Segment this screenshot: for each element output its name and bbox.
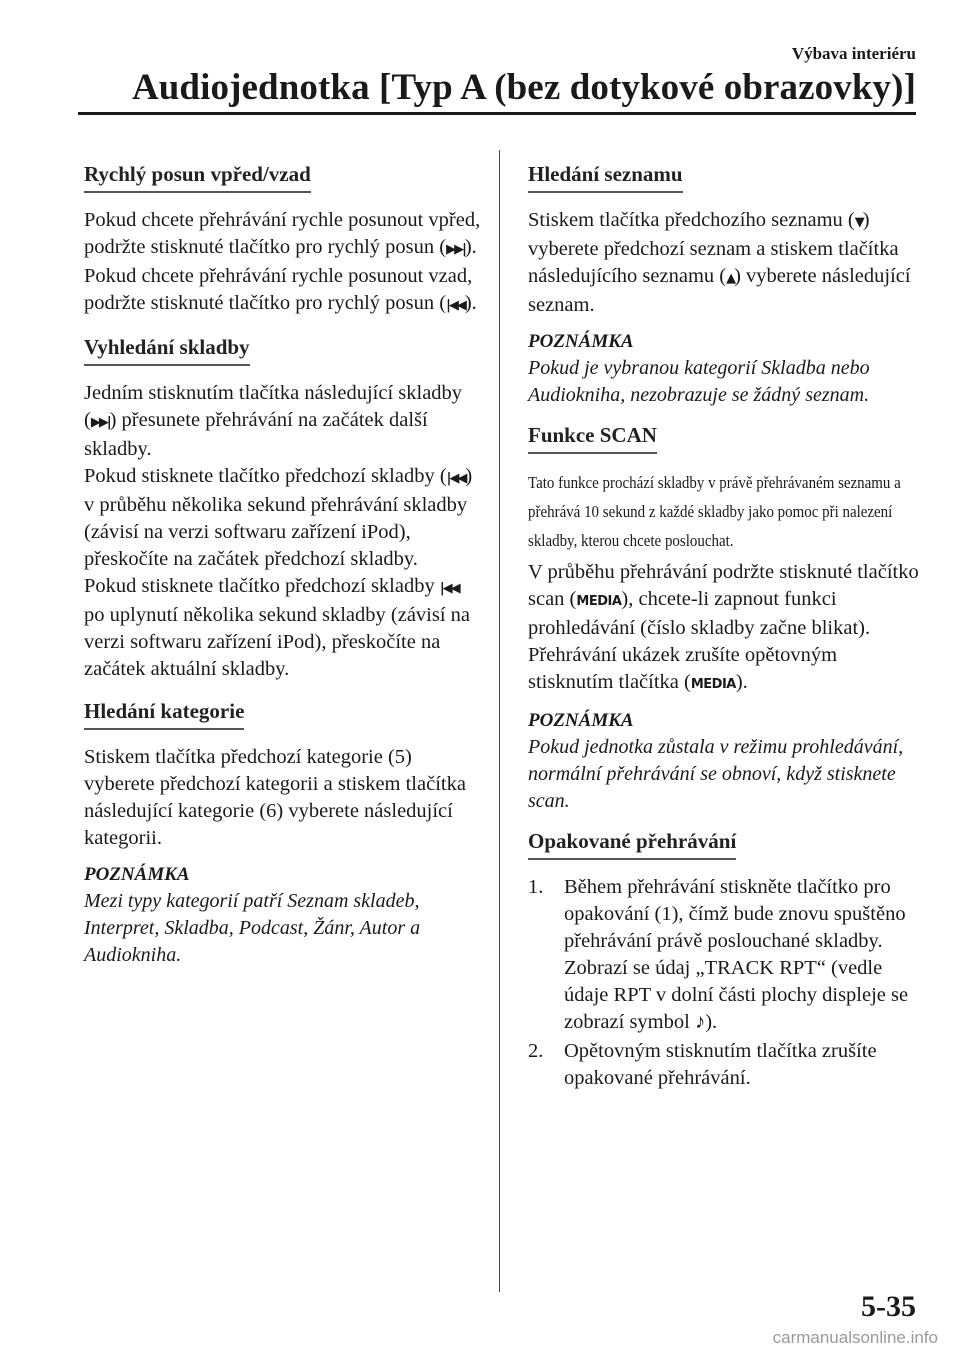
- watermark: carmanualsonline.info: [772, 1328, 938, 1347]
- note-text: Pokud jednotka zůstala v režimu prohledávání, normální přehrávání se obnoví, když stisknete scan.: [528, 736, 904, 812]
- right-column: [528, 162, 920, 1094]
- note-text: Mezi typy kategorií patří Seznam skladeb, Interpret, Skladba, Podcast, Žánr, Autor a Audiokniha.: [84, 890, 421, 966]
- section-heading: Vyhledání skladby: [84, 335, 250, 366]
- page-number: 5-35: [861, 1290, 916, 1323]
- list-item: 1. Během přehrávání stiskněte tlačítko pro opakování (1), čímž bude znovu spuštěno přehrávání právě poslouchané skladby. Zobrazí se údaj „TRACK RPT“ (vedle údaje RPT v dolní části plochy displeje se zobrazí symbol ♪).: [528, 876, 909, 1033]
- note-text: Pokud je vybranou kategorií Skladba nebo Audiokniha, nezobrazuje se žádný seznam.: [528, 357, 870, 406]
- scan-description: Tato funkce prochází skladby v právě přehrávaném seznamu a přehrává 10 sekund z každé skladby jako pomoc při nalezení skladby, kterou chcete poslouchat.: [528, 473, 901, 550]
- section-heading: Hledání kategorie: [84, 699, 244, 730]
- column-divider: [499, 150, 500, 1292]
- section-heading: Funkce SCAN: [528, 423, 657, 454]
- section-repeat-play: [528, 829, 920, 1092]
- next-track-icon: ▶▶|: [446, 242, 465, 257]
- steps-list: [528, 874, 920, 1092]
- header-rule: [78, 112, 916, 115]
- left-column: [84, 162, 484, 983]
- section-playlist-search: [528, 162, 920, 409]
- paragraph: V průběhu přehrávání podržte stisknuté tlačítko scan (MEDIA), chcete-li zapnout funkci prohledávání (číslo skladby začne blikat). Přehrávání ukázek zrušíte opětovným stisknutím tlačítka (MEDIA).: [528, 561, 919, 693]
- paragraph: Pokud chcete přehrávání rychle posunout vpřed, podržte stisknuté tlačítko pro rychlý posun (▶▶|). Pokud chcete přehrávání rychle posunout vzad, podržte stisknuté tlačítko pro rychlý posun (|◀◀).: [84, 209, 481, 314]
- music-note-icon: ♪: [694, 1011, 706, 1033]
- paragraph: Jedním stisknutím tlačítka následující skladby (▶▶|) přesunete přehrávání na začátek další skladby. Pokud stisknete tlačítko předchozí skladby (|◀◀) v průběhu několika sekund přehrávání skladby (závisí na verzi softwaru zařízení iPod), přeskočíte na začátek předchozí skladby. Pokud stisknete tlačítko předchozí skladby |◀◀ po uplynutí několika sekund skladby (závisí na verzi softwaru zařízení iPod), přeskočíte na začátek aktuální skladby.: [84, 382, 473, 680]
- section-heading: Opakované přehrávání: [528, 829, 736, 860]
- media-button-icon: MEDIA: [690, 677, 736, 692]
- section-heading: Rychlý posun vpřed/vzad: [84, 162, 311, 193]
- previous-track-icon: |◀◀: [446, 298, 465, 313]
- previous-track-icon: |◀◀: [439, 581, 459, 596]
- media-button-icon: MEDIA: [576, 594, 622, 609]
- section-heading: Hledání seznamu: [528, 162, 683, 193]
- note-label: POZNÁMKA: [528, 331, 634, 352]
- note-label: POZNÁMKA: [84, 864, 190, 885]
- paragraph: Stiskem tlačítka předchozí kategorie (5) vyberete předchozí kategorii a stiskem tlačítka následující kategorie (6) vyberete následující kategorii.: [84, 746, 466, 849]
- section-category-search: [84, 699, 484, 969]
- section-scan: [528, 423, 920, 815]
- list-item: 2. Opětovným stisknutím tlačítka zrušíte opakované přehrávání.: [528, 1040, 877, 1089]
- next-track-icon: ▶▶|: [90, 415, 110, 430]
- header-section-label: Výbava interiéru: [791, 44, 916, 63]
- previous-track-icon: |◀◀: [446, 471, 466, 486]
- section-track-search: [84, 335, 484, 683]
- section-fast-forward: [84, 162, 484, 319]
- note-label: POZNÁMKA: [528, 710, 634, 731]
- down-arrow-icon: ▼: [854, 215, 863, 230]
- page-title: Audiojednotka [Typ A (bez dotykové obrazovky)]: [131, 67, 916, 108]
- paragraph: Stiskem tlačítka předchozího seznamu (▼) vyberete předchozí seznam a stiskem tlačítka následujícího seznamu (▲) vyberete následující seznam.: [528, 209, 911, 316]
- up-arrow-icon: ▲: [726, 271, 735, 286]
